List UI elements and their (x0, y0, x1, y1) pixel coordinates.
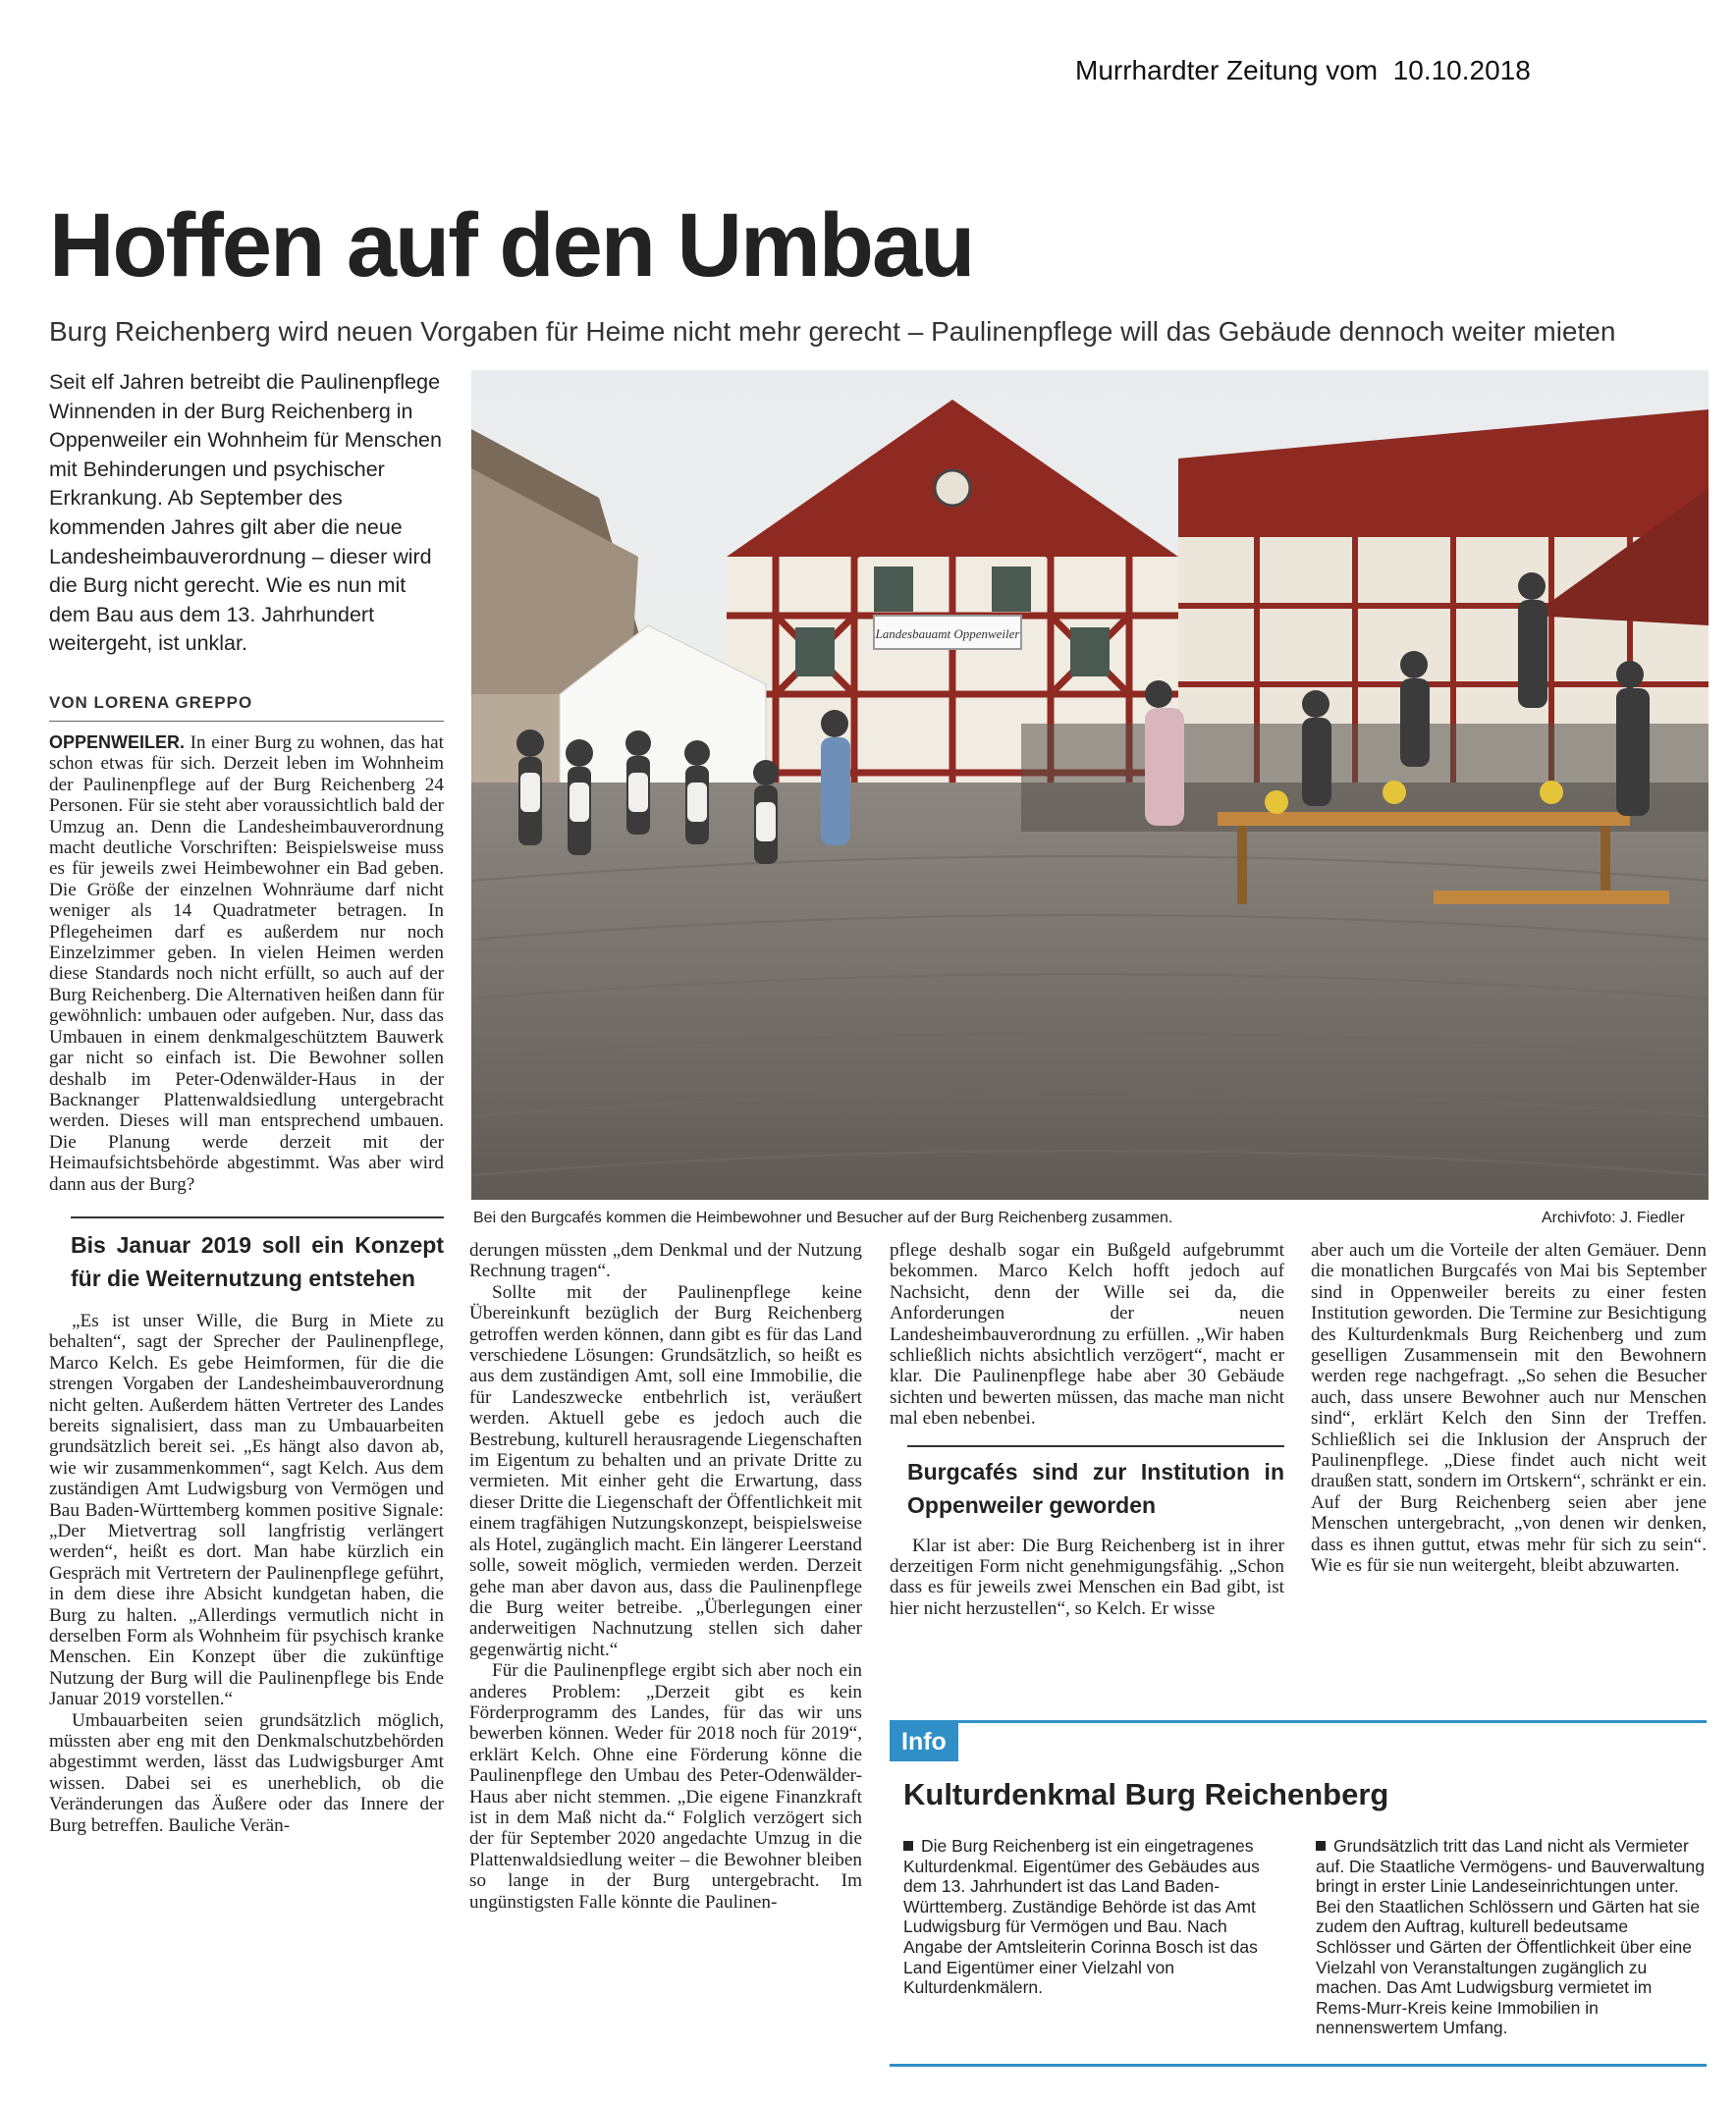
section-subhead: Bis Januar 2019 soll ein Konzept für die Weiternutzung entstehen (71, 1231, 444, 1291)
paragraph-text: In einer Burg zu wohnen, das hat schon etwas für sich. Derzeit leben im Wohnheim der Paulinenpflege auf der Burg Reichenberg 24 Personen. Für sie steht aber voraussichtlich bald der Umzug an. Denn die Landesheimbauverordnung macht deutliche Vorschriften: Beispielsweise muss es für jeweils zwei Heimbewohner ein Bad geben. Die Größe der einzelnen Wohnräume darf nicht weniger als 14 Quadratmeter betragen. In Pflegeheimen darf es außerdem nur noch Einzelzimmer geben. In vielen Heimen werden diese Standards noch nicht erfüllt, so auch auf der Burg Reichenberg. Die Alternativen heißen dann für gewöhnlich: umbauen oder aufgeben. Nur, dass das Umbauen in einem denkmalgeschütztem Bauwerk gar nicht so einfach ist. Die Bewohner sollen deshalb im Peter-Odenwälder-Haus in der Backnanger Plattenwaldsiedlung untergebracht werden. Dieses will man entsprechend umbauen. Die Planung werde derzeit mit der Heimaufsichtsbehörde abgestimmt. Was aber wird dann aus der Burg? (49, 732, 444, 1195)
archive-photo (471, 370, 1709, 1200)
subheadline: Burg Reichenberg wird neuen Vorgaben für Heime nicht mehr gerecht – Paulinenpflege will das Gebäude dennoch weiter mieten (49, 316, 1616, 347)
banner-text: Landesbauamt Oppenweiler (875, 626, 1020, 641)
article-paragraph: „Es ist unser Wille, die Burg in Miete zu behalten“, sagt der Sprecher der Paulinenpflege, Marco Kelch. Es gebe Heimformen, für die die strengen Vorgaben der Landesheimbauverordnung nicht gelten. Außerdem hätten Vertreter des Landes bereits signalisiert, dass man zu Umbauarbeiten grundsätzlich bereit sei. „Es hängt also davon ab, wie wir zusammenkommen“, sagt Kelch. Aus dem zuständigen Amt Ludwigsburg von Vermögen und Bau Baden-Württemberg kommen positive Signale: „Der Mietvertrag soll langfristig verlängert werden“, heißt es dort. Man habe kürzlich ein Gespräch mit Vertretern der Paulinenpflege geführt, in dem diese ihre Absicht kundgetan haben, die Burg zu halten. „Allerdings vermutlich nicht in derselben Form als Wohnheim für psychisch kranke Menschen. Ein Konzept über die zukünftige Nutzung der Burg will die Paulinenpflege bis Ende Januar 2019 vorstellen.“ (49, 1310, 444, 1710)
article-paragraph: pflege deshalb sogar ein Bußgeld aufgebrummt bekommen. Marco Kelch hofft jedoch auf Nachsicht, denn der Wille sei da, die Anforderungen der neuen Landesheimbauverordnung zu erfüllen. „Wir haben schließlich nichts absichtlich verzögert“, macht er klar. Die Paulinenpflege habe aber 30 Gebäude sichten und bewerten müssen, das mache man nicht mal eben nebenbei. (890, 1240, 1284, 1430)
info-column-2 (1316, 1836, 1707, 2038)
subhead-divider (71, 1216, 444, 1218)
info-title: Kulturdenkmal Burg Reichenberg (903, 1777, 1389, 1811)
byline-divider (49, 721, 444, 722)
photo-credit: Archivfoto: J. Fiedler (1542, 1210, 1685, 1226)
bullet-icon (1316, 1841, 1326, 1851)
byline: VON LORENA GREPPO (49, 693, 253, 712)
article-column-4 (1311, 1240, 1707, 1577)
source-line: Murrhardter Zeitung vom 10.10.2018 (1075, 55, 1531, 85)
info-column-1 (903, 1836, 1288, 1998)
dateline: OPPENWEILER. (49, 732, 186, 752)
article-column-2 (469, 1240, 862, 1913)
info-label: Info (890, 1722, 958, 1761)
castle-courtyard-illustration (471, 370, 1709, 1200)
info-box-top-rule (890, 1720, 1707, 1723)
article-paragraph: Umbauarbeiten seien grundsätzlich möglich, müssten aber eng mit den Denkmalschutzbehörden abgestimmt werden, lässt das Ludwigsburger Amt wissen. Dabei sei es unerheblich, ob die Veränderungen das Äußere oder das Innere der Burg betreffen. Bauliche Verän- (49, 1709, 444, 1836)
article-paragraph: Klar ist aber: Die Burg Reichenberg ist in ihrer derzeitigen Form nicht genehmigungsfähig. „Schon dass es für jeweils zwei Menschen ein Bad gibt, ist hier nicht herzustellen“, so Kelch. Er wisse (890, 1535, 1284, 1619)
article-paragraph: derungen müssten „dem Denkmal und der Nutzung Rechnung tragen“. (469, 1240, 862, 1282)
article-paragraph: Für die Paulinenpflege ergibt sich aber noch ein anderes Problem: „Derzeit gibt es kein Förderprogramm des Landes, für das wir uns bewerben können. Weder für 2018 noch für 2019“, erklärt Kelch. Ohne eine Förderung könne die Paulinenpflege den Umbau des Peter-Odenwälder-Haus aber nicht stemmen. „Die eigene Finanzkraft ist in dem Maß nicht da.“ Folglich verzögert sich der für September 2020 angedachte Umzug in die Plattenwaldsiedlung weiter – die Bewohner bleiben so lange in der Burg untergebracht. Im ungünstigsten Falle könnte die Paulinen- (469, 1660, 862, 1913)
bullet-icon (903, 1841, 913, 1851)
article-paragraph (49, 732, 444, 1195)
info-box-bottom-rule (890, 2064, 1707, 2067)
article-column-3 (890, 1240, 1284, 1619)
info-item: Grundsätzlich tritt das Land nicht als Vermieter auf. Die Staatliche Vermögens- und Bauverwaltung bringt in erster Linie Landeseinrichtungen unter. Bei den Staatlichen Schlössern und Gärten hat sie zudem den Auftrag, kulturell bedeutsame Schlösser und Gärten der Öffentlichkeit über eine Vielzahl von Veranstaltungen zugänglich zu machen. Das Amt Ludwigsburg vermietet im Rems-Murr-Kreis keine Immobilien in nennenswertem Umfang. (1316, 1836, 1705, 2038)
subhead-divider (907, 1445, 1284, 1447)
article-paragraph: aber auch um die Vorteile der alten Gemäuer. Denn die monatlichen Burgcafés von Mai bis September sind in Oppenweiler bereits zu einer festen Institution geworden. Die Termine zur Besichtigung des Kulturdenkmals Burg Reichenberg und zum geselligen Zusammensein mit den Bewohnern werden rege nachgefragt. „So sehen die Besucher auch, dass unsere Bewohner auch nur Menschen sind“, erklärt Kelch den Sinn der Treffen. Schließlich sei die Inklusion der Anspruch der Paulinenpflege. „Diese findet auch nicht weit draußen statt, sondern im Ortskern“, schränkt er ein. Auf der Burg Reichenberg seien aber jene Menschen untergebracht, „von denen wir denken, dass es ihnen guttut, etwas mehr für sich zu sein“. Wie es für sie nun weitergeht, bleibt abzuwarten. (1311, 1240, 1707, 1577)
headline: Hoffen auf den Umbau (49, 195, 974, 296)
info-item: Die Burg Reichenberg ist ein eingetragenes Kulturdenkmal. Eigentümer des Gebäudes aus dem 13. Jahrhundert ist das Land Baden-Württemberg. Zuständige Behörde ist das Amt Ludwigsburg für Vermögen und Bau. Nach Angabe der Amtsleiterin Corinna Bosch ist das Land Eigentümer einer Vielzahl von Kulturdenkmälern. (903, 1836, 1260, 1998)
lead-paragraph: Seit elf Jahren betreibt die Paulinenpflege Winnenden in der Burg Reichenberg in Oppenweiler ein Wohnheim für Menschen mit Behinderungen und psychischer Erkrankung. Ab September des kommenden Jahres gilt aber die neue Landesheimbauverordnung – dieser wird die Burg nicht gerecht. Wie es nun mit dem Bau aus dem 13. Jahrhundert weitergeht, ist unklar. (49, 370, 442, 656)
article-paragraph: Sollte mit der Paulinenpflege keine Übereinkunft bezüglich der Burg Reichenberg getroffen werden können, dann gibt es für das Land verschiedene Lösungen: Grundsätzlich, so heißt es aus dem zuständigen Amt, soll eine Immobilie, die für Landeszwecke entbehrlich ist, veräußert werden. Aktuell gebe es jedoch auch die Bestrebung, kulturell herausragende Liegenschaften im Eigentum zu behalten und an private Dritte zu vermieten. Mit einher geht die Erwartung, dass dieser Dritte die Liegenschaft der Öffentlichkeit mit einem tragfähigen Nutzungskonzept, beispielsweise als Hotel, zugänglich macht. Ein längerer Leerstand solle, soweit möglich, vermieden werden. Derzeit gehe man aber davon aus, dass die Paulinenpflege die Burg weiter betreibe. „Überlegungen einer anderweitigen Nachnutzung stellen sich daher gegenwärtig nicht.“ (469, 1281, 862, 1660)
section-subhead: Burgcafés sind zur Institution in Oppenweiler geworden (907, 1458, 1284, 1518)
photo-caption: Bei den Burgcafés kommen die Heimbewohner und Besucher auf der Burg Reichenberg zusammen. (473, 1210, 1173, 1226)
article-column-1 (49, 732, 444, 1836)
